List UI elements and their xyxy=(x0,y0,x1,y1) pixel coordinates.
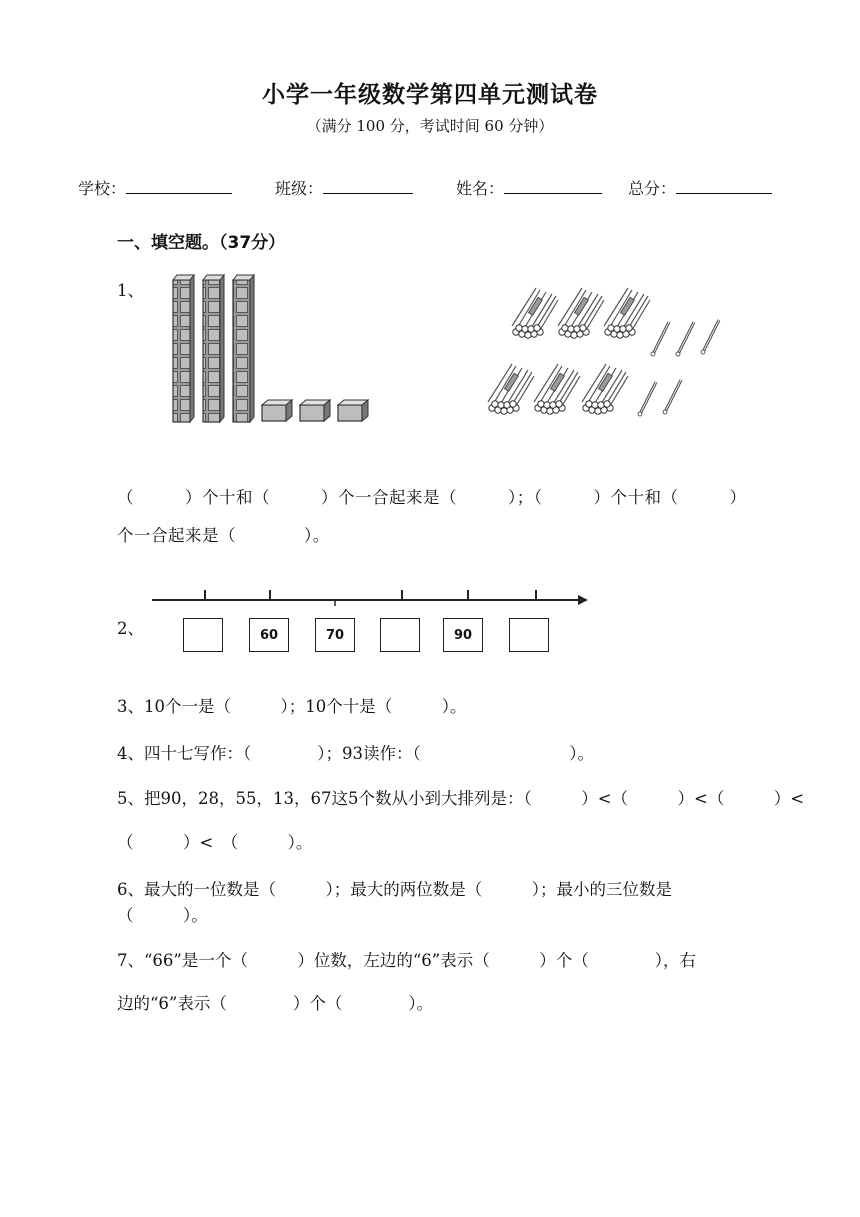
q5-line1: 5、把90，28，55，13，67这5个数从小到大排列是：（ ）<（ ）<（ ）< xyxy=(117,789,805,808)
name-field[interactable] xyxy=(456,176,602,199)
ten-rod-2 xyxy=(203,275,224,422)
unit-cube-1 xyxy=(262,400,292,421)
section-heading: 一、填空题。（37分） xyxy=(117,233,286,253)
ten-rod-3 xyxy=(233,275,254,422)
q1-line2: 个一合起来是（ ）。 xyxy=(117,526,330,545)
loose-stick-4 xyxy=(638,382,656,416)
number-box-1[interactable] xyxy=(183,618,223,652)
bundle-3 xyxy=(604,288,650,338)
bundle-6 xyxy=(582,364,628,414)
q1-number: 1、 xyxy=(117,281,144,300)
number-box-4[interactable] xyxy=(380,618,420,652)
page-subtitle: （满分 100 分，考试时间 60 分钟） xyxy=(306,117,554,135)
class-field[interactable] xyxy=(275,176,413,199)
total-label: 总分： xyxy=(628,179,677,198)
loose-stick-3 xyxy=(701,320,719,354)
bundle-2 xyxy=(558,288,604,338)
number-box-3: 70 xyxy=(315,618,355,652)
q2-number: 2、 xyxy=(117,619,144,638)
number-box-5: 90 xyxy=(443,618,483,652)
q1-line1: （ ）个十和（ ）个一合起来是（ ）；（ ）个十和（ ） xyxy=(117,488,747,507)
q6-line2: （ ）。 xyxy=(117,906,208,925)
class-blank[interactable] xyxy=(323,177,413,194)
loose-stick-2 xyxy=(676,322,694,356)
q5-line2: （ ）< （ ）。 xyxy=(117,833,313,852)
school-blank[interactable] xyxy=(126,177,232,194)
ten-rod-1 xyxy=(173,275,194,422)
loose-stick-1 xyxy=(651,322,669,356)
total-blank[interactable] xyxy=(676,177,772,194)
school-field[interactable] xyxy=(78,176,232,199)
number-line xyxy=(150,588,592,610)
loose-stick-5 xyxy=(663,380,681,414)
class-label: 班级： xyxy=(275,179,324,198)
q3-text: 3、10个一是（ ）；10个十是（ ）。 xyxy=(117,697,467,716)
stick-bundles-figure xyxy=(480,280,740,430)
name-blank[interactable] xyxy=(504,177,602,194)
bundle-5 xyxy=(534,364,580,414)
unit-cube-3 xyxy=(338,400,368,421)
q7-line1: 7、“66”是一个（ ）位数，左边的“6”表示（ ）个（ ），右 xyxy=(117,951,696,970)
total-field[interactable] xyxy=(628,176,772,199)
q7-line2: 边的“6”表示（ ）个（ ）。 xyxy=(117,994,434,1013)
number-box-2: 60 xyxy=(249,618,289,652)
name-label: 姓名： xyxy=(456,179,505,198)
number-box-6[interactable] xyxy=(509,618,549,652)
bundle-4 xyxy=(488,364,534,414)
unit-cube-2 xyxy=(300,400,330,421)
school-label: 学校： xyxy=(78,179,127,198)
q6-line1: 6、最大的一位数是（ ）；最大的两位数是（ ）；最小的三位数是 xyxy=(117,880,672,899)
base-ten-blocks-figure xyxy=(165,272,380,427)
bundle-1 xyxy=(512,288,558,338)
q4-text: 4、四十七写作：（ ）；93读作：（ ）。 xyxy=(117,744,594,763)
page-title: 小学一年级数学第四单元测试卷 xyxy=(262,82,598,108)
